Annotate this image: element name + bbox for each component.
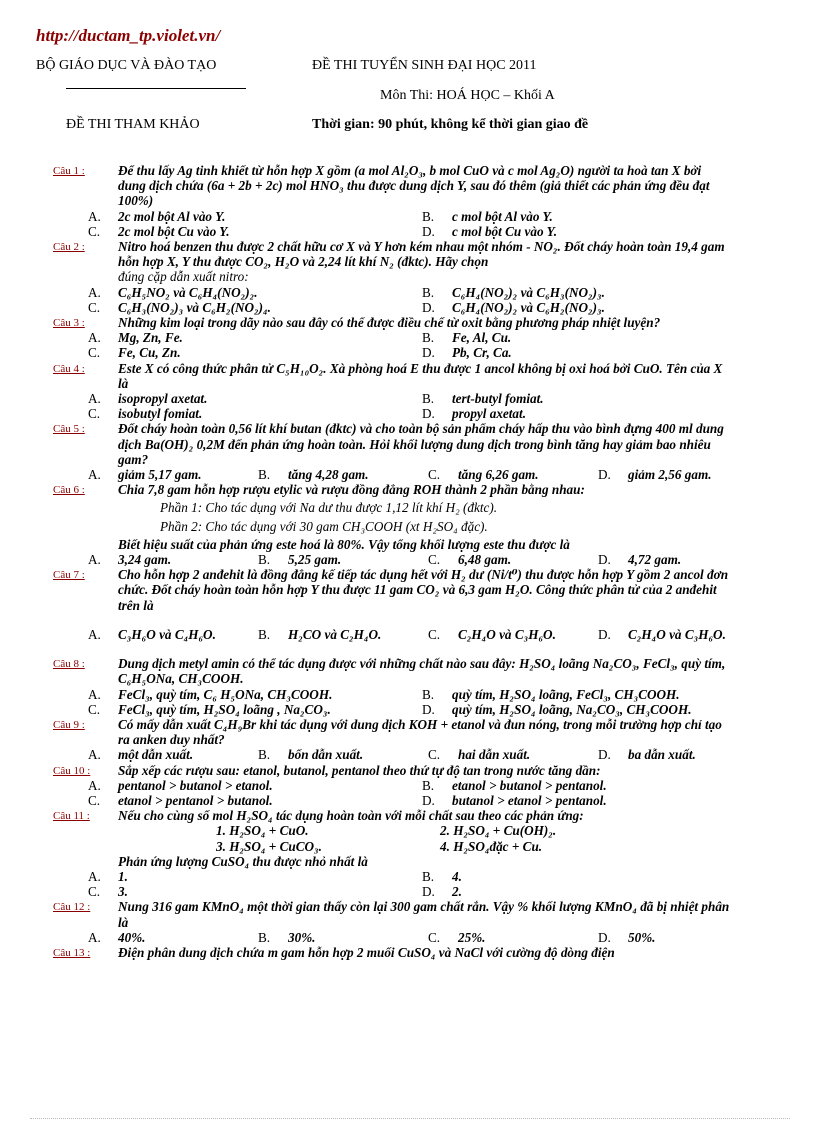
question-text: Sắp xếp các rượu sau: etanol, butanol, pentanol theo thứ tự độ tan trong nước tăng dần: [118, 762, 601, 778]
question-10 [0, 763, 816, 809]
option-b[interactable]: B. c mol bột Al vào Y. [422, 208, 553, 224]
option-d[interactable]: D. quỳ tím, H₂SO₄ loãng, Na₂CO₃, CH₃COOH. [422, 701, 692, 717]
options-row [0, 406, 816, 421]
option-b[interactable]: B. etanol > butanol > pentanol. [422, 777, 607, 793]
reaction-2: 2. H₂SO₄ + Cu(OH)₂. [440, 823, 557, 839]
option-a[interactable]: A. isopropyl axetat. [88, 391, 208, 407]
option-b[interactable]: B. 4. [422, 868, 462, 884]
option-a[interactable]: A. 2c mol bột Al vào Y. [88, 208, 226, 224]
question-text-cont: Phản ứng lượng CuSO₄ thu được nhỏ nhất là [118, 853, 368, 869]
question-text-cont: đúng cặp dẫn xuất nitro: [118, 269, 249, 285]
option-a[interactable]: A. giảm 5,17 gam. [88, 467, 202, 483]
reaction-row [0, 823, 816, 838]
option-b[interactable]: B. bốn dẫn xuất. [258, 747, 364, 763]
option-b[interactable]: B. C₆H₄(NO₂)₂ và C₆H₃(NO₂)₃. [422, 284, 605, 300]
question-text: Những kim loại trong dãy nào sau đây có thể được điều chế từ oxit bằng phương pháp nhiệt luyện? [118, 315, 661, 331]
question-label: Câu 10 : [53, 764, 91, 777]
question-label: Câu 13 : [53, 946, 91, 959]
option-a[interactable]: A. C₃H₆O và C₄H₆O. [88, 626, 216, 642]
option-c[interactable]: C. Fe, Cu, Zn. [88, 345, 181, 361]
exam-title: ĐỀ THI TUYỂN SINH ĐẠI HỌC 2011 [312, 58, 537, 73]
question-label: Câu 3 : [53, 317, 85, 330]
option-d[interactable]: D. giảm 2,56 gam. [598, 467, 712, 483]
option-a[interactable]: A. Mg, Zn, Fe. [88, 330, 183, 346]
question-label: Câu 8 : [53, 658, 85, 671]
options-row [0, 793, 816, 808]
options-row [0, 778, 816, 793]
option-b[interactable]: B. 5,25 gam. [258, 552, 342, 568]
options-row [0, 869, 816, 884]
option-d[interactable]: D. 4,72 gam. [598, 552, 682, 568]
question-list [0, 163, 816, 960]
question-5 [0, 421, 816, 482]
options-row [0, 224, 816, 239]
option-b[interactable]: B. tăng 4,28 gam. [258, 467, 369, 483]
options-row [0, 627, 816, 642]
option-c[interactable]: C. etanol > pentanol > butanol. [88, 792, 273, 808]
option-d[interactable]: D. c mol bột Cu vào Y. [422, 223, 558, 239]
option-c[interactable]: C. 2c mol bột Cu vào Y. [88, 223, 230, 239]
option-d[interactable]: D. propyl axetat. [422, 406, 526, 422]
question-text: Cho hỗn hợp 2 anđehit là đồng đẳng kế tiếp tác dụng hết với H₂ dư (Ni/t⁰) thu được hỗn hợp Y gồm 2 ancol đơn chức. Đốt cháy hoàn toàn hỗn hợp Y thu được 11 gam CO₂ và 6,3 gam H₂O. Công thức phân tử của 2 anđehit trên là [118, 567, 729, 613]
option-d[interactable]: D. 2. [422, 884, 462, 900]
option-a[interactable]: A. 1. [88, 868, 128, 884]
options-row [0, 467, 816, 482]
question-text: Có mấy dẫn xuất C₄H₉Br khi tác dụng với dung dịch KOH + etanol và đun nóng, trong mỗi trường hợp chỉ tạo ra anken duy nhất? [118, 716, 722, 748]
option-b[interactable]: B. Fe, Al, Cu. [422, 330, 512, 346]
option-c[interactable]: C. 6,48 gam. [428, 552, 512, 568]
question-label: Câu 7 : [53, 569, 85, 582]
question-text: Nung 316 gam KMnO₄ một thời gian thấy còn lại 300 gam chất rắn. Vậy % khối lượng KMnO₄ đã bị nhiệt phân là [118, 899, 730, 930]
options-row [0, 285, 816, 300]
question-11 [0, 808, 816, 899]
options-row [0, 391, 816, 406]
option-b[interactable]: B. 30%. [258, 929, 316, 945]
question-label: Câu 6 : [53, 484, 85, 497]
options-row [0, 747, 816, 762]
option-a[interactable]: A. pentanol > butanol > etanol. [88, 777, 273, 793]
question-label: Câu 5 : [53, 423, 85, 436]
question-6 [0, 482, 816, 567]
question-label: Câu 2 : [53, 241, 85, 254]
option-d[interactable]: D. C₂H₄O và C₃H₆O. [598, 626, 726, 642]
question-text: Để thu lấy Ag tinh khiết từ hỗn hợp X gồm (a mol Al₂O₃, b mol CuO và c mol Ag₂O) người ta hoà tan X bởi dung dịch chứa (6a + 2b + 2c) mol HNO₃ thu được dung dịch Y, sau đó thêm (giả thiết các phản ứng đều đạt 100%) [118, 163, 710, 209]
options-row [0, 702, 816, 717]
options-row [0, 209, 816, 224]
option-a[interactable]: A. 3,24 gam. [88, 552, 172, 568]
option-b[interactable]: B. tert-butyl fomiat. [422, 391, 544, 407]
options-row [0, 345, 816, 360]
question-text-cont: Biết hiệu suất của phản ứng este hoá là 80%. Vậy tổng khối lượng este thu được là [118, 536, 570, 552]
option-d[interactable]: D. C₆H₄(NO₂)₂ và C₆H₂(NO₂)₃. [422, 299, 605, 315]
option-a[interactable]: A. 40%. [88, 929, 146, 945]
question-2 [0, 239, 816, 315]
question-8 [0, 656, 816, 717]
option-a[interactable]: A. C₆H₅NO₂ và C₆H₄(NO₂)₂. [88, 284, 258, 300]
question-part-1: Phần 1: Cho tác dụng với Na dư thu được 1,12 lít khí H₂ (đktc). [160, 500, 498, 516]
option-c[interactable]: C. isobutyl fomiat. [88, 406, 203, 422]
question-4 [0, 361, 816, 422]
options-row [0, 552, 816, 567]
option-a[interactable]: A. FeCl₃, quỳ tím, C₆ H₅ONa, CH₃COOH. [88, 686, 333, 702]
options-row [0, 930, 816, 945]
option-c[interactable]: C. C₂H₄O và C₃H₆O. [428, 626, 556, 642]
option-c[interactable]: C. 3. [88, 884, 128, 900]
reaction-row [0, 839, 816, 854]
question-3 [0, 315, 816, 361]
option-c[interactable]: C. C₆H₃(NO₂)₃ và C₆H₂(NO₂)₄. [88, 299, 271, 315]
question-9 [0, 717, 816, 763]
option-b[interactable]: B. quỳ tím, H₂SO₄ loãng, FeCl₃, CH₃COOH. [422, 686, 680, 702]
option-d[interactable]: D. ba dẫn xuất. [598, 747, 696, 763]
option-d[interactable]: D. 50%. [598, 929, 656, 945]
reaction-4: 4. H₂SO₄đặc + Cu. [440, 838, 543, 854]
question-label: Câu 12 : [53, 901, 91, 914]
question-text: Dung dịch metyl amin có thể tác dụng được với những chất nào sau đây: H₂SO₄ loãng Na₂CO₃, FeCl₃, quỳ tím, C₆H₅ONa, CH₃COOH. [118, 656, 726, 687]
exam-subject: Môn Thi: HOÁ HỌC – Khối A [380, 88, 555, 103]
option-a[interactable]: A. một dẫn xuất. [88, 747, 194, 763]
question-1 [0, 163, 816, 239]
reference-label: ĐỀ THI THAM KHẢO [66, 117, 200, 132]
reaction-1: 1. H₂SO₄ + CuO. [216, 823, 309, 839]
question-label: Câu 9 : [53, 718, 85, 731]
page-footer-rule [30, 1118, 790, 1119]
source-url[interactable]: http://ductam_tp.violet.vn/ [36, 26, 221, 45]
options-row [0, 884, 816, 899]
option-d[interactable]: D. butanol > etanol > pentanol. [422, 792, 607, 808]
question-part-2: Phần 2: Cho tác dụng với 30 gam CH₃COOH (xt H₂SO₄ đặc). [160, 518, 488, 534]
exam-time: Thời gian: 90 phút, không kể thời gian giao đề [312, 117, 589, 132]
option-c[interactable]: C. tăng 6,26 gam. [428, 467, 539, 483]
option-c[interactable]: C. 25%. [428, 929, 486, 945]
question-12 [0, 899, 816, 945]
question-7 [0, 567, 816, 656]
options-row [0, 687, 816, 702]
question-label: Câu 4 : [53, 362, 85, 375]
options-row [0, 330, 816, 345]
option-d[interactable]: D. Pb, Cr, Ca. [422, 345, 512, 361]
option-c[interactable]: C. FeCl₃, quỳ tím, H₂SO₄ loãng , Na₂CO₃. [88, 701, 331, 717]
option-b[interactable]: B. H₂CO và C₂H₄O. [258, 626, 382, 642]
question-label: Câu 1 : [53, 165, 85, 177]
reaction-3: 3. H₂SO₄ + CuCO₃. [216, 838, 322, 854]
question-text: Nếu cho cùng số mol H₂SO₄ tác dụng hoàn toàn với mỗi chất sau theo các phản ứng: [118, 808, 584, 824]
question-text: Este X có công thức phân tử C₅H₁₀O₂. Xà phòng hoá E thu được 1 ancol không bị oxi hoá bởi CuO. Tên của X là [118, 360, 723, 391]
question-13 [0, 945, 816, 960]
question-text: Nitro hoá benzen thu được 2 chất hữu cơ X và Y hơn kém nhau một nhóm - NO₂. Đốt cháy hoàn toàn 19,4 gam hỗn hợp X, Y thu được CO₂, H₂O và 2,24 lít khí N₂ (đktc). Hãy chọn [118, 239, 725, 270]
question-text: Đốt cháy hoàn toàn 0,56 lít khí butan (đktc) và cho toàn bộ sản phẩm cháy hấp thu vào bình đựng 400 ml dung dịch Ba(OH)₂ 0,2M đến phản ứng hoàn toàn. Hỏi khối lượng dung dịch trong bình tăng hay giảm bao nhiêu gam? [118, 421, 724, 467]
question-label: Câu 11 : [53, 810, 90, 823]
header-divider [66, 88, 246, 89]
option-c[interactable]: C. hai dẫn xuất. [428, 747, 531, 763]
question-text: Chia 7,8 gam hỗn hợp rượu etylic và rượu đồng đẳng ROH thành 2 phần bằng nhau: [118, 482, 585, 498]
ministry-name: BỘ GIÁO DỤC VÀ ĐÀO TẠO [36, 58, 217, 73]
options-row [0, 300, 816, 315]
question-text: Điện phân dung dịch chứa m gam hỗn hợp 2 muối CuSO₄ và NaCl với cường độ dòng điện [118, 944, 615, 960]
